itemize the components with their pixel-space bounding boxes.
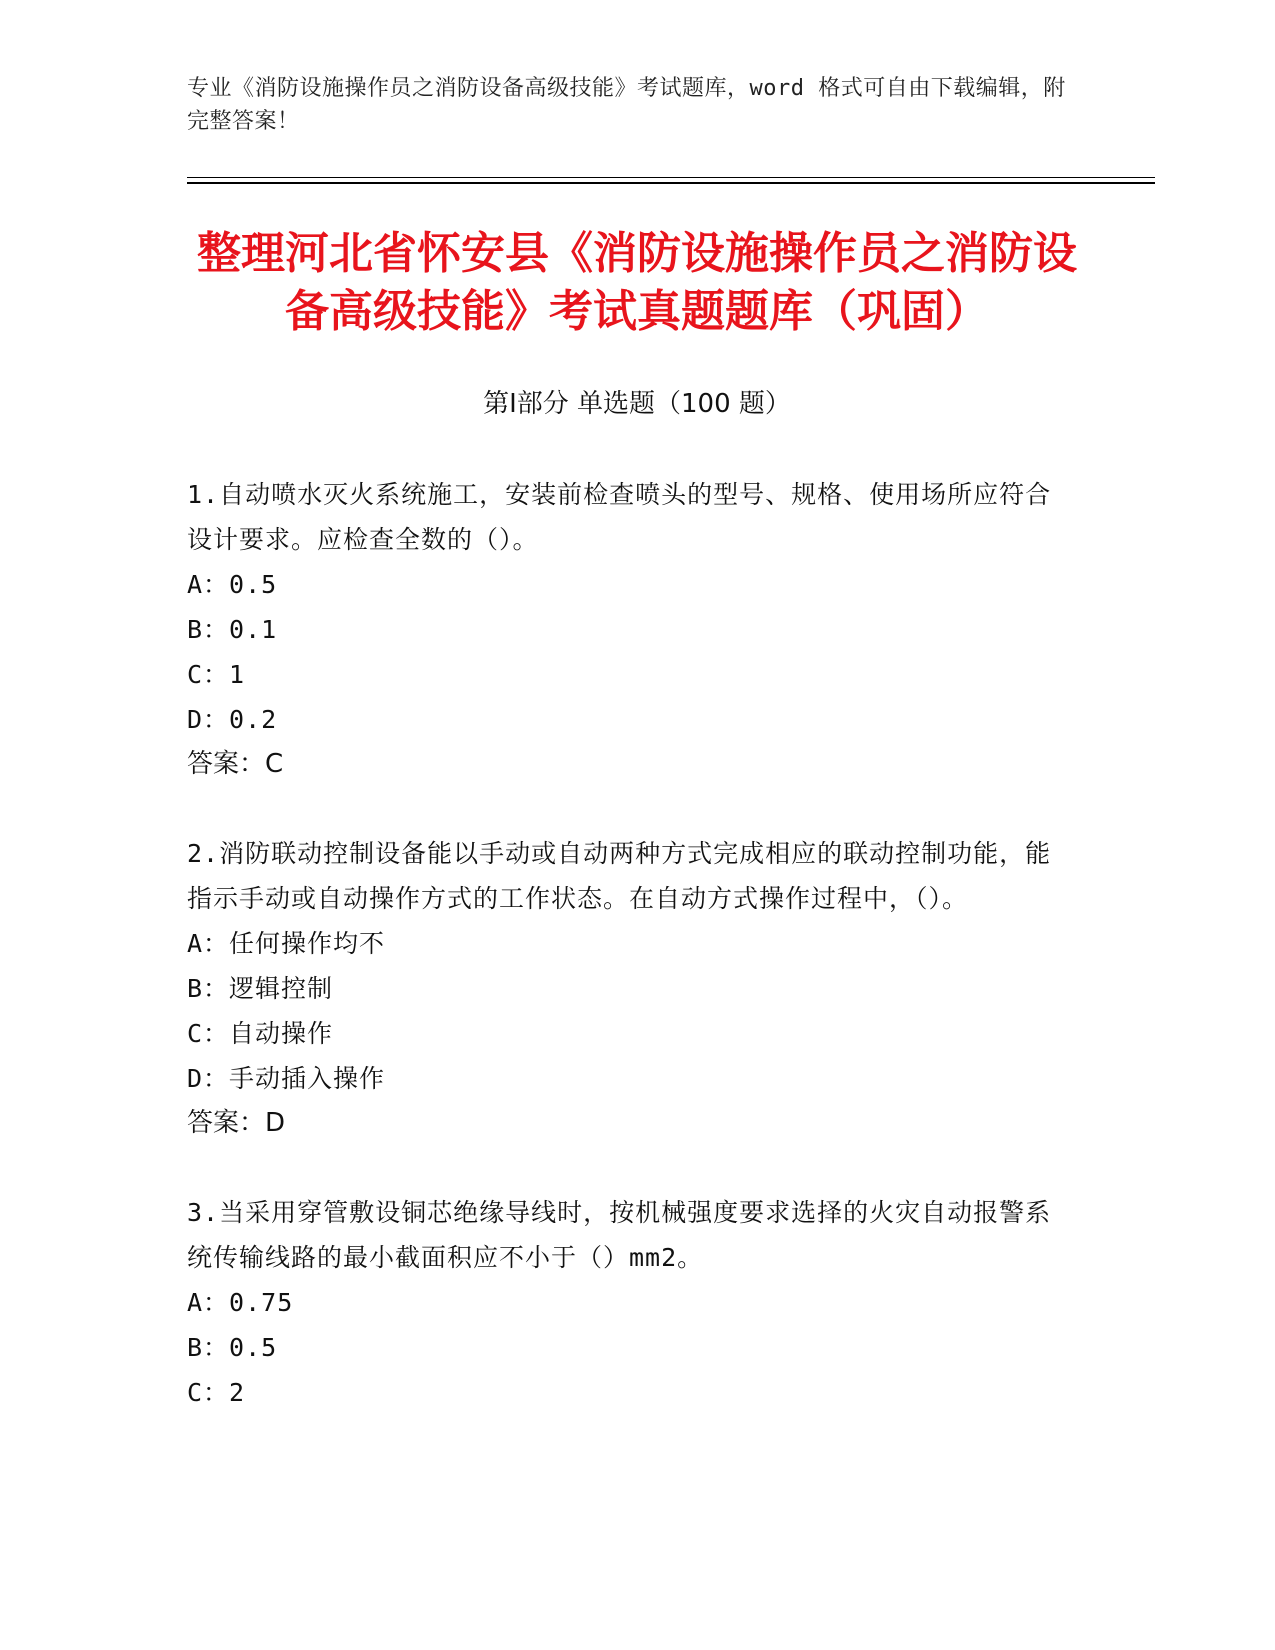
- question-1: [187, 472, 1067, 787]
- option-b: B：0.1: [187, 615, 278, 644]
- option-d: D：0.2: [187, 705, 278, 734]
- option-c: C：1: [187, 660, 246, 689]
- question-2: [187, 831, 1067, 1146]
- section-title: 第Ⅰ部分 单选题（100 题）: [483, 389, 791, 419]
- question-3: [187, 1190, 1067, 1415]
- option-a: A：任何操作均不: [187, 929, 386, 958]
- option-a: A：0.5: [187, 570, 278, 599]
- answer: 答案：D: [187, 1108, 286, 1138]
- header-note: 专业《消防设施操作员之消防设备高级技能》考试题库，word 格式可自由下载编辑，附完整答案！: [187, 76, 1066, 134]
- option-a: A：0.75: [187, 1288, 294, 1317]
- question-stem: 3.当采用穿管敷设铜芯绝缘导线时，按机械强度要求选择的火灾自动报警系统传输线路的最小截面积应不小于（）mm2。: [187, 1198, 1052, 1272]
- option-b: B：0.5: [187, 1333, 278, 1362]
- option-b: B：逻辑控制: [187, 974, 334, 1003]
- answer: 答案：C: [187, 749, 284, 779]
- header-divider-thick: [187, 182, 1155, 184]
- option-c: C：2: [187, 1378, 246, 1407]
- header-divider-thin: [187, 177, 1155, 178]
- question-stem: 2.消防联动控制设备能以手动或自动两种方式完成相应的联动控制功能，能指示手动或自动操作方式的工作状态。在自动方式操作过程中，（）。: [187, 839, 1052, 913]
- question-list: [187, 472, 1067, 1459]
- option-c: C：自动操作: [187, 1019, 334, 1048]
- option-d: D：手动插入操作: [187, 1064, 386, 1093]
- document-title: 整理河北省怀安县《消防设施操作员之消防设备高级技能》考试真题题库（巩固）: [197, 228, 1077, 337]
- question-stem: 1.自动喷水灭火系统施工，安装前检查喷头的型号、规格、使用场所应符合设计要求。应检查全数的（）。: [187, 480, 1052, 554]
